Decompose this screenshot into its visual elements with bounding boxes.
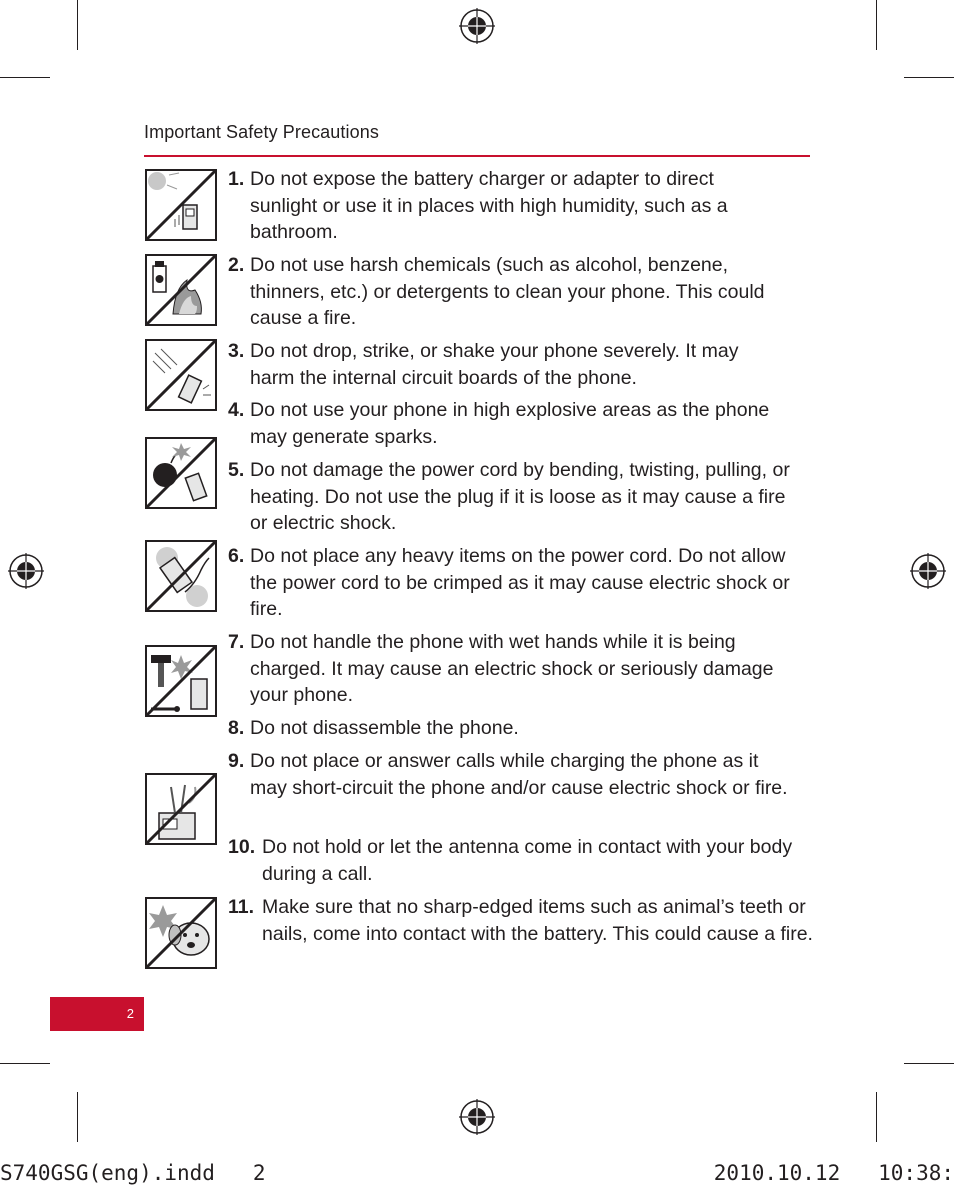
item-number: 4. — [228, 399, 245, 421]
page-number: 2 — [126, 1006, 134, 1021]
item-text: Do not use harsh chemicals (such as alcohol, benzene, thinners, etc.) or detergents to clean your phone. This could cause a fire. — [250, 254, 765, 329]
explosive-icon — [145, 437, 217, 509]
crop-mark — [876, 0, 877, 50]
item-number: 5. — [228, 459, 245, 481]
item-text: Do not use your phone in high explosive areas as the phone may generate sparks. — [250, 399, 770, 448]
header-rule — [144, 155, 810, 157]
charger-antenna-icon — [145, 773, 217, 845]
list-item — [228, 252, 768, 332]
list-item — [228, 629, 803, 709]
sun-humidity-icon — [145, 169, 217, 241]
page-number-tab — [50, 997, 144, 1031]
item-text: Do not hold or let the antenna come in contact with your body during a call. — [262, 836, 793, 885]
item-text: Make sure that no sharp-edged items such as animal’s teeth or nails, come into contact with the battery. This could cause a fire. — [262, 896, 813, 945]
list-item — [228, 457, 808, 537]
registration-mark-icon — [8, 553, 44, 589]
chemicals-fire-icon — [145, 254, 217, 326]
crop-mark — [77, 0, 78, 50]
list-item — [228, 338, 788, 391]
date-slug: 2010.10.12 10:38: — [713, 1161, 954, 1185]
crop-mark — [77, 1092, 78, 1142]
list-item — [228, 715, 803, 742]
crop-mark — [0, 1063, 50, 1064]
item-number: 2. — [228, 254, 245, 276]
item-text: Do not handle the phone with wet hands while it is being charged. It may cause an electric shock or seriously damage your phone. — [250, 631, 774, 706]
item-number: 3. — [228, 340, 245, 362]
item-number: 1. — [228, 168, 245, 190]
list-item — [228, 834, 803, 887]
file-slug: S740GSG(eng).indd 2 — [0, 1161, 266, 1185]
crop-mark — [904, 77, 954, 78]
registration-mark-icon — [459, 8, 495, 44]
item-text: Do not expose the battery charger or adapter to direct sunlight or use it in places with high humidity, such as a bathroom. — [250, 168, 728, 243]
item-text: Do not damage the power cord by bending, twisting, pulling, or heating. Do not use the plug if it is loose as it may cause a fire or electric shock. — [250, 459, 790, 534]
registration-mark-icon — [459, 1099, 495, 1135]
list-item — [228, 543, 803, 623]
registration-mark-icon — [910, 553, 946, 589]
list-item — [228, 397, 802, 450]
list-item — [228, 166, 768, 246]
list-item — [228, 894, 818, 947]
damaged-cord-icon — [145, 540, 217, 612]
drop-phone-icon — [145, 339, 217, 411]
page-title: Important Safety Precautions — [144, 122, 379, 142]
item-number: 9. — [228, 750, 245, 772]
item-number: 11. — [228, 896, 255, 918]
item-text: Do not place any heavy items on the power cord. Do not allow the power cord to be crimped as it may cause electric shock or fire. — [250, 545, 790, 620]
item-number: 7. — [228, 631, 245, 653]
animal-battery-icon — [145, 897, 217, 969]
item-number: 6. — [228, 545, 245, 567]
list-item — [228, 748, 798, 801]
crop-mark — [876, 1092, 877, 1142]
item-text: Do not drop, strike, or shake your phone severely. It may harm the internal circuit boards of the phone. — [250, 340, 739, 389]
item-number: 10. — [228, 836, 256, 858]
crop-mark — [904, 1063, 954, 1064]
crop-mark — [0, 77, 50, 78]
hammer-phone-icon — [145, 645, 217, 717]
item-number: 8. — [228, 717, 245, 739]
item-text: Do not place or answer calls while charging the phone as it may short-circuit the phone and/or cause electric shock or fire. — [250, 750, 788, 799]
item-text: Do not disassemble the phone. — [250, 717, 519, 739]
